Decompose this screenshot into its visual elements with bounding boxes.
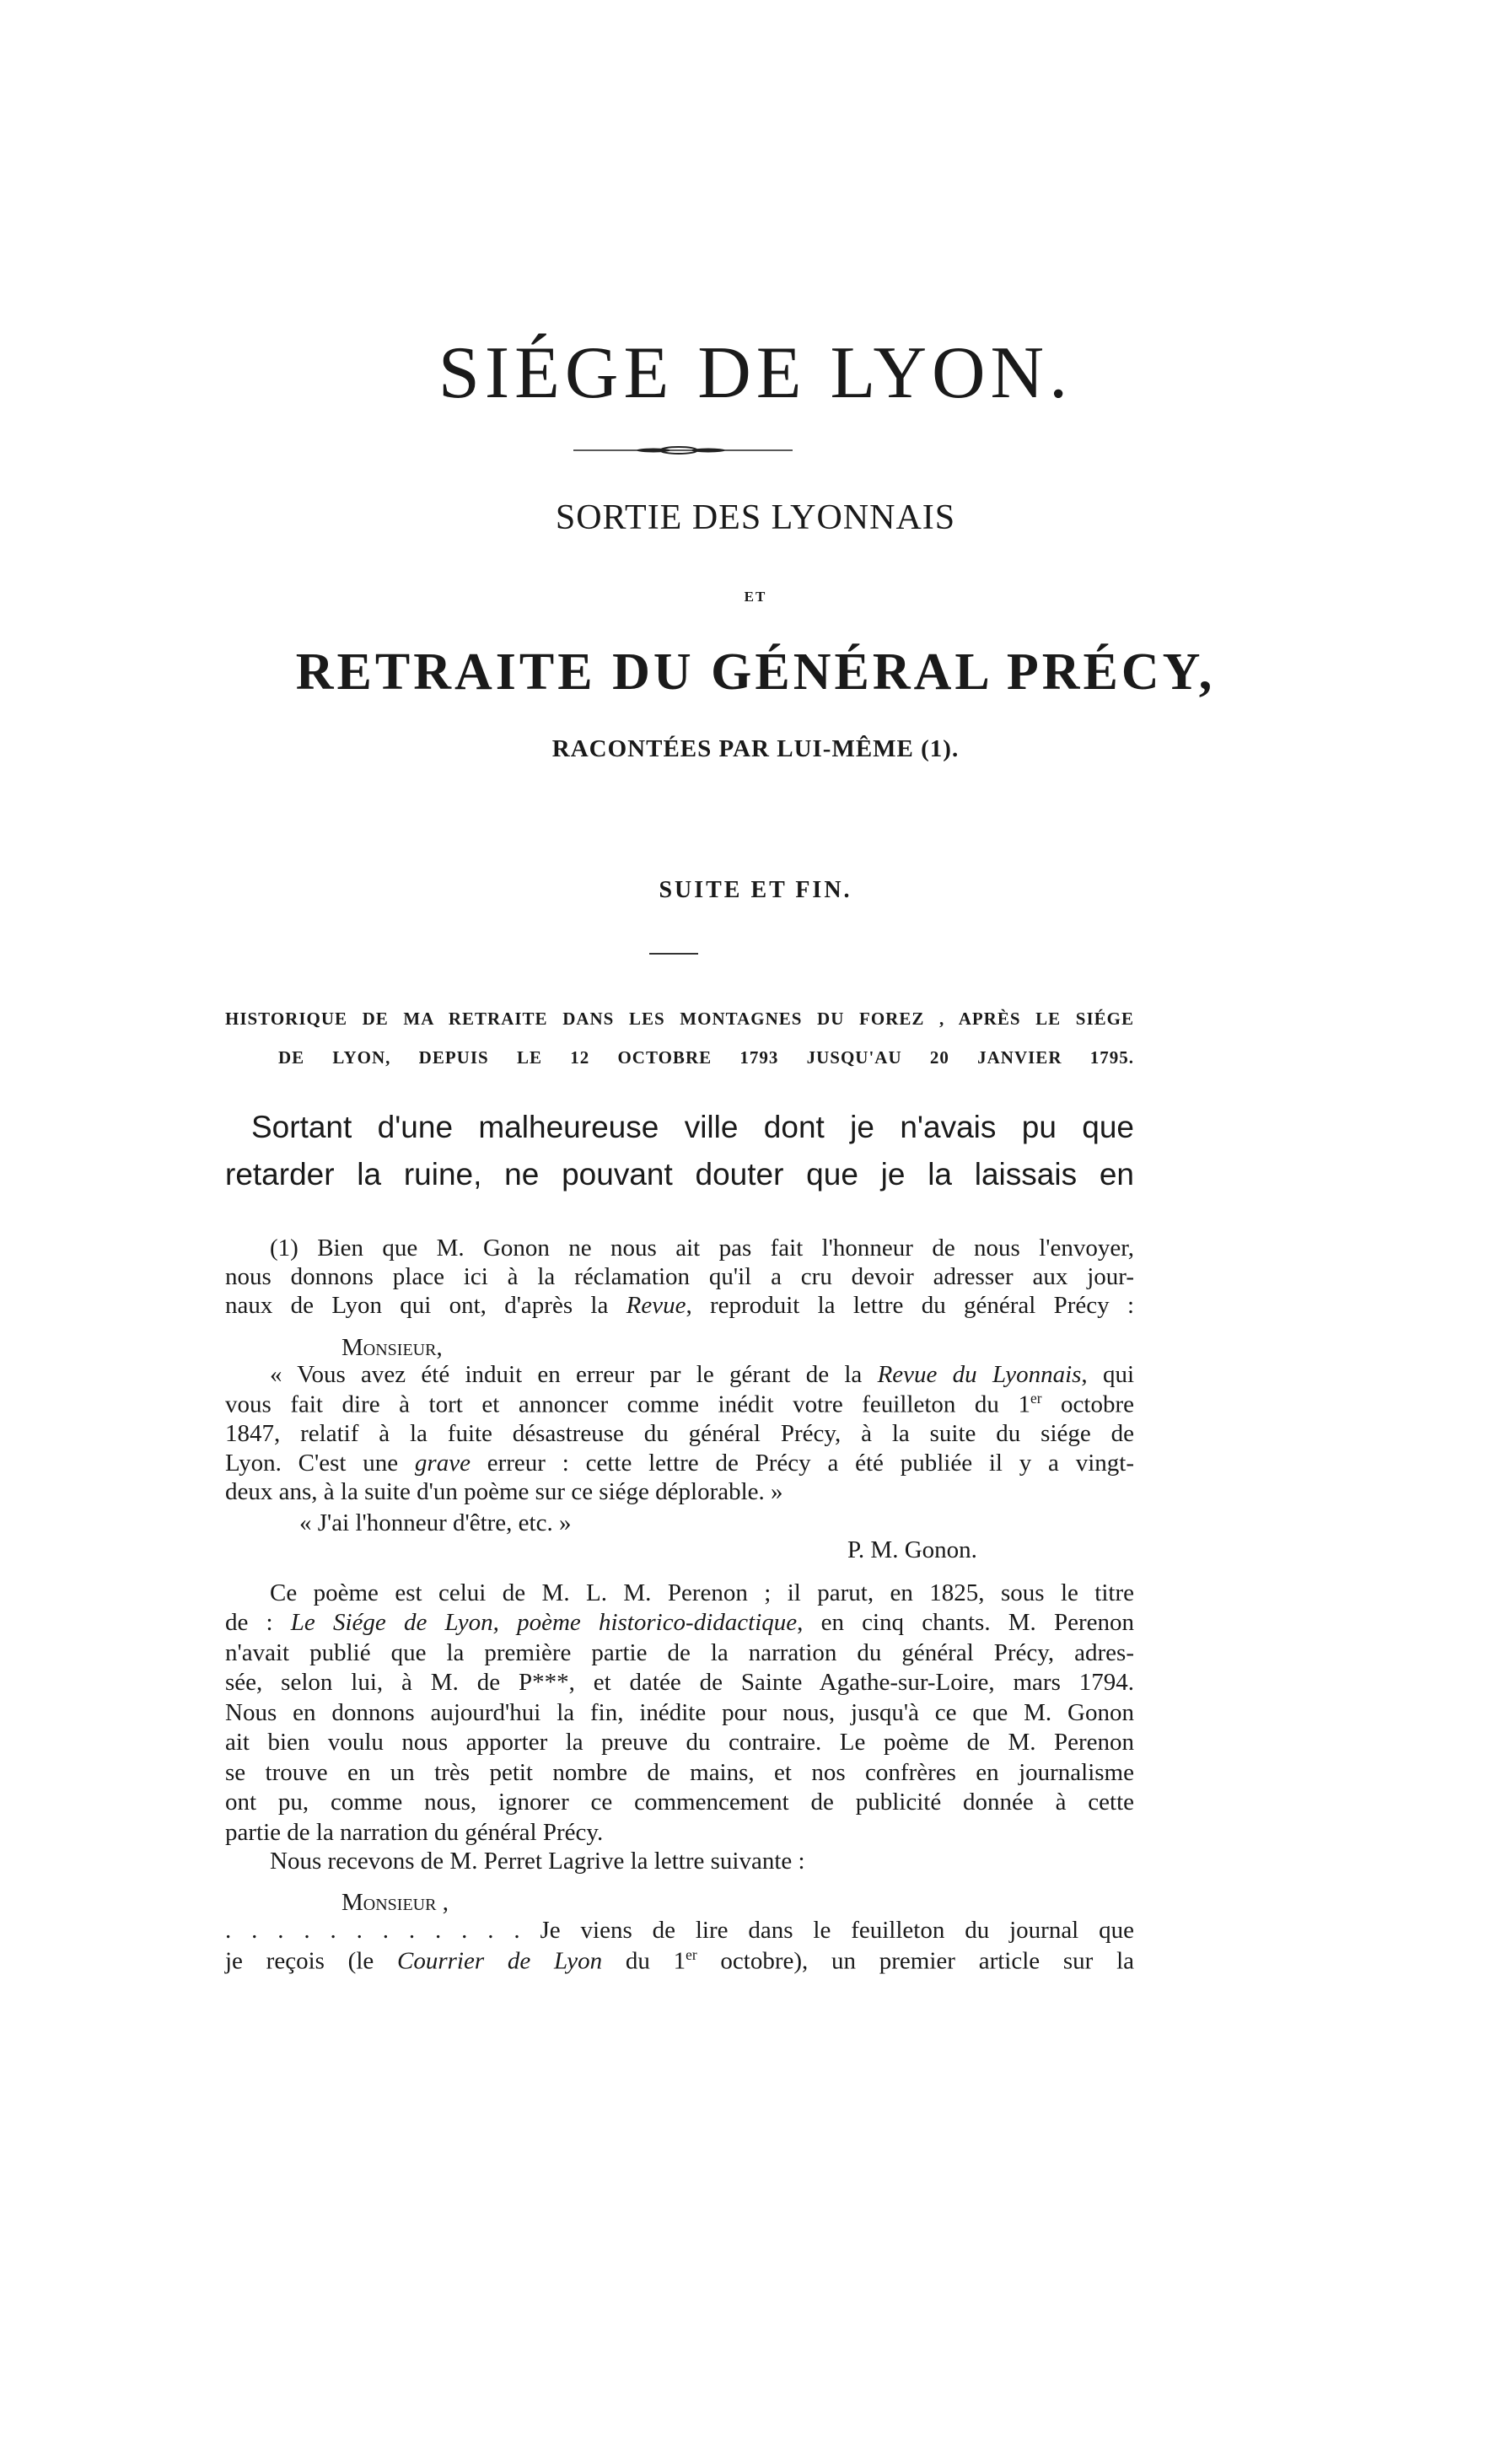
text: . . . . . . . . . . . . Je viens de lire dans le feuilleton du journal que <box>225 1917 1134 1944</box>
footnote-line <box>270 1361 1134 1389</box>
text: nous donnons place ici à la réclamation qu'il a cru devoir adresser aux jour- <box>225 1263 1134 1290</box>
footnote-line <box>225 1946 1134 1976</box>
footnote-line <box>225 1639 1134 1667</box>
text: ont pu, comme nous, ignorer ce commencement de publicité donnée à cette <box>225 1789 1134 1816</box>
text: erreur : cette lettre de Précy a été publiée il y a vingt- <box>470 1450 1134 1477</box>
footnote-line <box>225 1917 1134 1945</box>
text: de : <box>225 1609 291 1636</box>
footnote-line <box>225 1699 1134 1727</box>
text: P. M. Gonon. <box>847 1536 977 1563</box>
text: Ce poème est celui de M. L. M. Perenon ; il parut, en 1825, sous le titre <box>270 1579 1134 1606</box>
text: , qui <box>1081 1361 1134 1388</box>
footnote-line <box>225 1390 1134 1419</box>
superscript: er <box>686 1946 697 1963</box>
italic-text: Courrier de Lyon <box>397 1947 603 1975</box>
body-line: retarder la ruine, ne pouvant douter que je la laissais en <box>225 1157 1134 1192</box>
text: Monsieur, <box>341 1334 443 1361</box>
text: vous fait dire à tort et annoncer comme inédit votre feuilleton du 1 <box>225 1391 1030 1418</box>
subtitle: SORTIE DES LYONNAIS <box>555 498 956 537</box>
text: Monsieur , <box>341 1889 449 1916</box>
main-heading: RETRAITE DU GÉNÉRAL PRÉCY, <box>295 643 1216 701</box>
footnote-line <box>270 1579 1134 1607</box>
continuation-label: SUITE ET FIN. <box>659 877 852 903</box>
text: « Vous avez été induit en erreur par le gérant de la <box>270 1361 878 1388</box>
text: n'avait publié que la première partie de la narration du général Précy, adres- <box>225 1639 1134 1666</box>
text: , en cinq chants. M. Perenon <box>797 1609 1134 1636</box>
text: sée, selon lui, à M. de P***, et datée de Sainte Agathe-sur-Loire, mars 1794. <box>225 1669 1134 1696</box>
text: ait bien voulu nous apporter la preuve du contraire. Le poème de M. Perenon <box>225 1729 1134 1756</box>
text: Lyon. C'est une <box>225 1450 415 1477</box>
superscript: er <box>1030 1390 1042 1407</box>
footnote-line <box>225 1729 1134 1757</box>
footnote-line <box>225 1819 1134 1847</box>
text: octobre <box>1041 1391 1134 1418</box>
italic-text: Revue du Lyonnais <box>877 1361 1082 1388</box>
text: 1847, relatif à la fuite désastreuse du général Précy, à la suite du siége de <box>225 1420 1134 1447</box>
footnote-line <box>270 1235 1134 1262</box>
footnote-line <box>225 1292 1134 1320</box>
text: Nous en donnons aujourd'hui la fin, inédite pour nous, jusqu'à ce que M. Gonon <box>225 1699 1134 1726</box>
text: se trouve en un très petit nombre de mains, et nos confrères en journalisme <box>225 1759 1134 1786</box>
footnote-line <box>225 1669 1134 1697</box>
byline: RACONTÉES PAR LUI-MÊME (1). <box>551 735 960 762</box>
footnote-line <box>341 1889 449 1917</box>
text: (1) Bien que M. Gonon ne nous ait pas fait l'honneur de nous l'envoyer, <box>270 1235 1134 1262</box>
footnote-line <box>225 1609 1134 1637</box>
text: du 1 <box>602 1947 686 1975</box>
italic-text: grave <box>414 1450 471 1477</box>
section-heading-line: HISTORIQUE DE MA RETRAITE DANS LES MONTAGNES DU FOREZ , APRÈS LE SIÉGE <box>225 1009 1134 1029</box>
text: , reproduit la lettre du général Précy : <box>686 1292 1134 1319</box>
italic-text: Le Siége de Lyon, poème historico-didactique <box>290 1609 798 1636</box>
text: Nous recevons de M. Perret Lagrive la lettre suivante : <box>270 1848 805 1875</box>
footnote-line <box>341 1334 443 1362</box>
page-title: SIÉGE DE LYON. <box>438 332 1073 414</box>
footnote-line <box>270 1848 1134 1875</box>
footnote-line <box>225 1420 1134 1448</box>
italic-text: Revue <box>626 1292 686 1319</box>
text: « J'ai l'honneur d'être, etc. » <box>299 1509 572 1536</box>
footnote-line <box>225 1450 1134 1477</box>
divider-rule <box>649 953 698 955</box>
footnote-line <box>225 1759 1134 1787</box>
text: deux ans, à la suite d'un poème sur ce siége déplorable. » <box>225 1478 783 1505</box>
text: partie de la narration du général Précy. <box>225 1819 604 1846</box>
conjunction: ET <box>744 589 767 605</box>
footnote-line <box>225 1478 1134 1506</box>
section-heading-line: DE LYON, DEPUIS LE 12 OCTOBRE 1793 JUSQU'AU 20 JANVIER 1795. <box>278 1047 1134 1068</box>
text: octobre), un premier article sur la <box>696 1947 1135 1975</box>
ornament-divider <box>573 445 793 455</box>
footnote-line <box>847 1536 977 1564</box>
text: je reçois (le <box>225 1947 398 1975</box>
body-line: Sortant d'une malheureuse ville dont je n'avais pu que <box>251 1110 1134 1144</box>
footnote-line <box>299 1509 571 1537</box>
text: naux de Lyon qui ont, d'après la <box>225 1292 626 1319</box>
footnote-line <box>225 1263 1134 1291</box>
footnote-line <box>225 1789 1134 1816</box>
